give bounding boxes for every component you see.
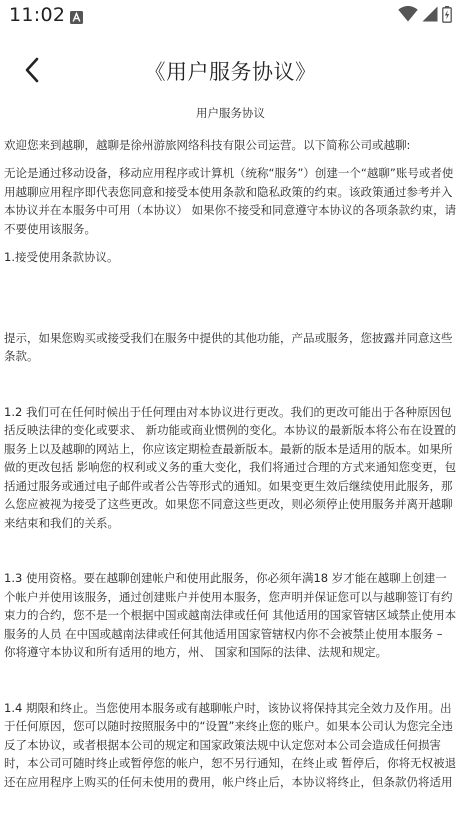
document-heading: 用户服务协议 [196,106,265,120]
preamble-paragraph: 无论是通过移动设备，移动应用程序或计算机（统称“服务”）创建一个“越聊”账号或者使用越聊应用程序即代表您同意和接受本使用条款和隐私政策的约束。该政策通过参考并入本协议并在本服务中可用（本协议） 如果你不接受和同意遵守本协议的各项条款约束，请不要使用该服务。 [4,166,457,236]
section-1-4-paragraph: 1.4 期限和终止。当您使用本服务或有越聊帐户时，该协议将保持其完全效力及作用。出于任何原因，您可以随时按照服务中的“设置”来终止您的账户。如果本公司认为您完全违反了本协议，或者根据本公司的规定和国家政策法规中认定您对本公司会造成任何损害时，本公司可随时终止或暂停您的帐户，恕不另行通知，在终止或 暂停后，你将无权被退还在应用程序上购买的任何未使用的费用，帐户终止后，本协议将终止，但条款仍将适用 [4,700,457,789]
page-title: 《用户服务协议》 [144,60,317,84]
section-1-title: 1.接受使用条款协议。 [4,250,119,264]
intro-paragraph: 欢迎您来到越聊，越聊是徐州游旅网络科技有限公司运营。以下简称公司或越聊: [4,137,411,152]
battery-charging-icon [442,6,452,27]
section-1-note: 提示，如果您购买或接受我们在服务中提供的其他功能，产品或服务，您披露并同意这些条款。 [4,330,453,363]
app-bar [0,45,461,101]
status-time: 11:02 [9,4,66,26]
agreement-content[interactable] [4,104,457,791]
cell-signal-icon [422,6,438,26]
section-1-2-paragraph: 1.2 我们可在任何时候出于任何理由对本协议进行更改。我们的更改可能出于各种原因包括反映法律的变化或要求、 新功能或商业惯例的变化。本协议的最新版本将公布在设置的服务上以及越聊的网站上，你应该定期检查最新版本。最新的版本是适用的版本。如果所做的更改包括 影响您的权利或义务的重大变化，我们将通过合理的方式来通知您变更，包括通过服务或通过电子邮件或者公告等形式的通知。如果变更生效后继续使用此服务，那 么您应被视为接受了这些更改。如果您不同意这些更改，则必须停止使用服务并离开越聊来结束和我们的关系。 [4,404,457,530]
wifi-icon [398,6,418,26]
a-letter-icon [70,9,83,22]
status-bar [0,0,461,32]
status-icons [398,7,452,25]
section-1-3-paragraph: 1.3 使用资格。要在越聊创建帐户和使用此服务，你必须年满18 岁才能在越聊上创建一个帐户并使用该服务，通过创建账户并使用本服务，您声明并保证您可以与越聊签订有约束力的合约，您不是一个根据中国或越南法律或任何 其他适用的国家管辖区域禁止使用本服务的人员 在中国或越南法律或任何其他适用国家管辖权内你不会被禁止使用本服务 – 你将遵守本协议和所有适用的地方，州、 国家和国际的法律、法规和规定。 [4,571,457,659]
